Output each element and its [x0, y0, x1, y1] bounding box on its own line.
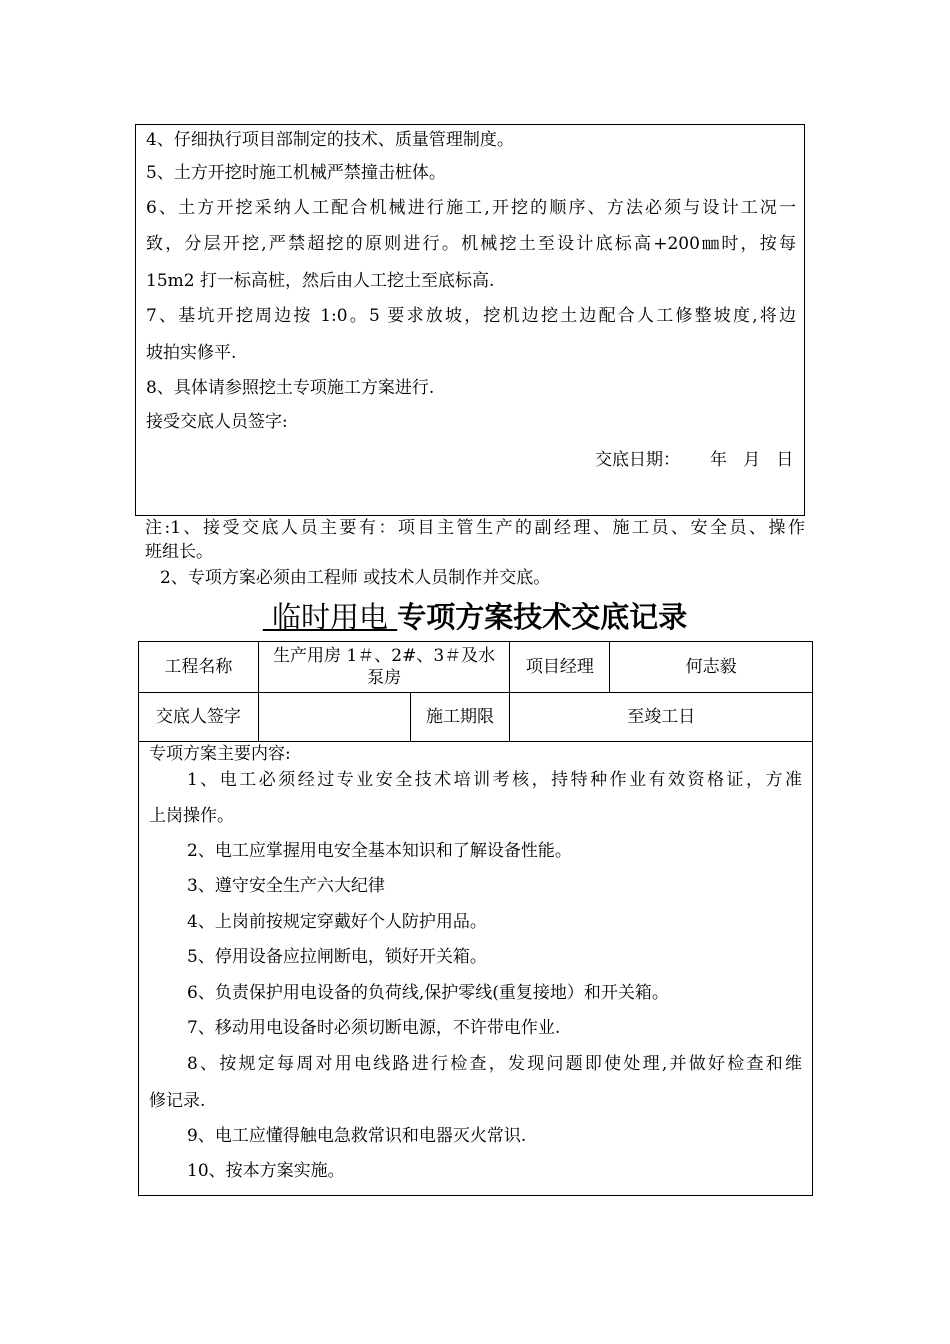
project-info-table [138, 641, 813, 742]
content-item-6: 6、负责保护用电设备的负荷线,保护零线(重复接地）和开关箱。 [187, 983, 669, 1003]
project-name-line2: 泵房 [367, 668, 402, 688]
note-line-3: 2、专项方案必须由工程师 或技术人员制作并交底。 [160, 568, 551, 588]
title-underlined: 临时用电 [262, 600, 398, 634]
content-item-8: 8、按规定每周对用电线路进行检查，发现问题即使处理,并做好检查和维 [187, 1054, 802, 1074]
signer-label: 交底人签字 [139, 693, 259, 742]
period-label: 施工期限 [410, 693, 510, 742]
content-item-4: 4、上岗前按规定穿戴好个人防护用品。 [187, 912, 487, 932]
prev-line-8: 8、具体请参照挖土专项施工方案进行. [146, 378, 435, 398]
content-item-8-cont: 修记录. [149, 1091, 206, 1111]
date-label: 交底日期： [595, 450, 680, 470]
content-item-1-cont: 上岗操作。 [149, 806, 234, 826]
content-item-10: 10、按本方案实施。 [187, 1161, 345, 1181]
prev-line-3: 6、土方开挖采纳人工配合机械进行施工,开挖的顺序、方法必须与设计工况一 [146, 198, 796, 218]
prev-line-5: 15m2 打一标高桩，然后由人工挖土至底标高. [146, 271, 495, 291]
handover-date [595, 445, 793, 470]
prev-line-2: 5、土方开挖时施工机械严禁撞击桩体。 [146, 163, 446, 183]
prev-line-1: 4、仔细执行项目部制定的技术、质量管理制度。 [146, 130, 514, 150]
prev-line-7: 坡拍实修平. [146, 343, 237, 363]
signer-value [258, 693, 410, 742]
manager-value: 何志毅 [610, 642, 813, 693]
date-units: 年 月 日 [710, 450, 794, 470]
content-item-1: 1、电工必须经过专业安全技术培训考核，持特种作业有效资格证，方准 [187, 770, 802, 790]
content-box [138, 741, 813, 1196]
content-heading: 专项方案主要内容: [149, 744, 291, 764]
note-line-2: 班组长。 [145, 542, 213, 562]
content-item-3: 3、遵守安全生产六大纪律 [187, 876, 385, 896]
page-title [0, 598, 950, 636]
project-name-line1: 生产用房 1＃、2#、3＃及水 [273, 646, 496, 666]
prev-line-6: 7、基坑开挖周边按 1:0。5 要求放坡，挖机边挖土边配合人工修整坡度,将边 [146, 306, 796, 326]
manager-label: 项目经理 [510, 642, 610, 693]
content-item-5: 5、停用设备应拉闸断电，锁好开关箱。 [187, 947, 487, 967]
project-name-value [258, 642, 510, 693]
signature-label: 接受交底人员签字: [146, 412, 288, 432]
content-item-9: 9、电工应懂得触电急救常识和电器灭火常识. [187, 1126, 527, 1146]
prev-line-4: 致，分层开挖,严禁超挖的原则进行。机械挖土至设计底标高+200㎜时，按每 [146, 234, 796, 254]
period-value: 至竣工日 [510, 693, 813, 742]
content-item-7: 7、移动用电设备时必须切断电源，不许带电作业. [187, 1018, 561, 1038]
note-line-1: 注:1、接受交底人员主要有：项目主管生产的副经理、施工员、安全员、操作 [145, 518, 805, 538]
content-item-2: 2、电工应掌握用电安全基本知识和了解设备性能。 [187, 841, 572, 861]
project-name-label: 工程名称 [139, 642, 259, 693]
title-main: 专项方案技术交底记录 [397, 600, 688, 634]
